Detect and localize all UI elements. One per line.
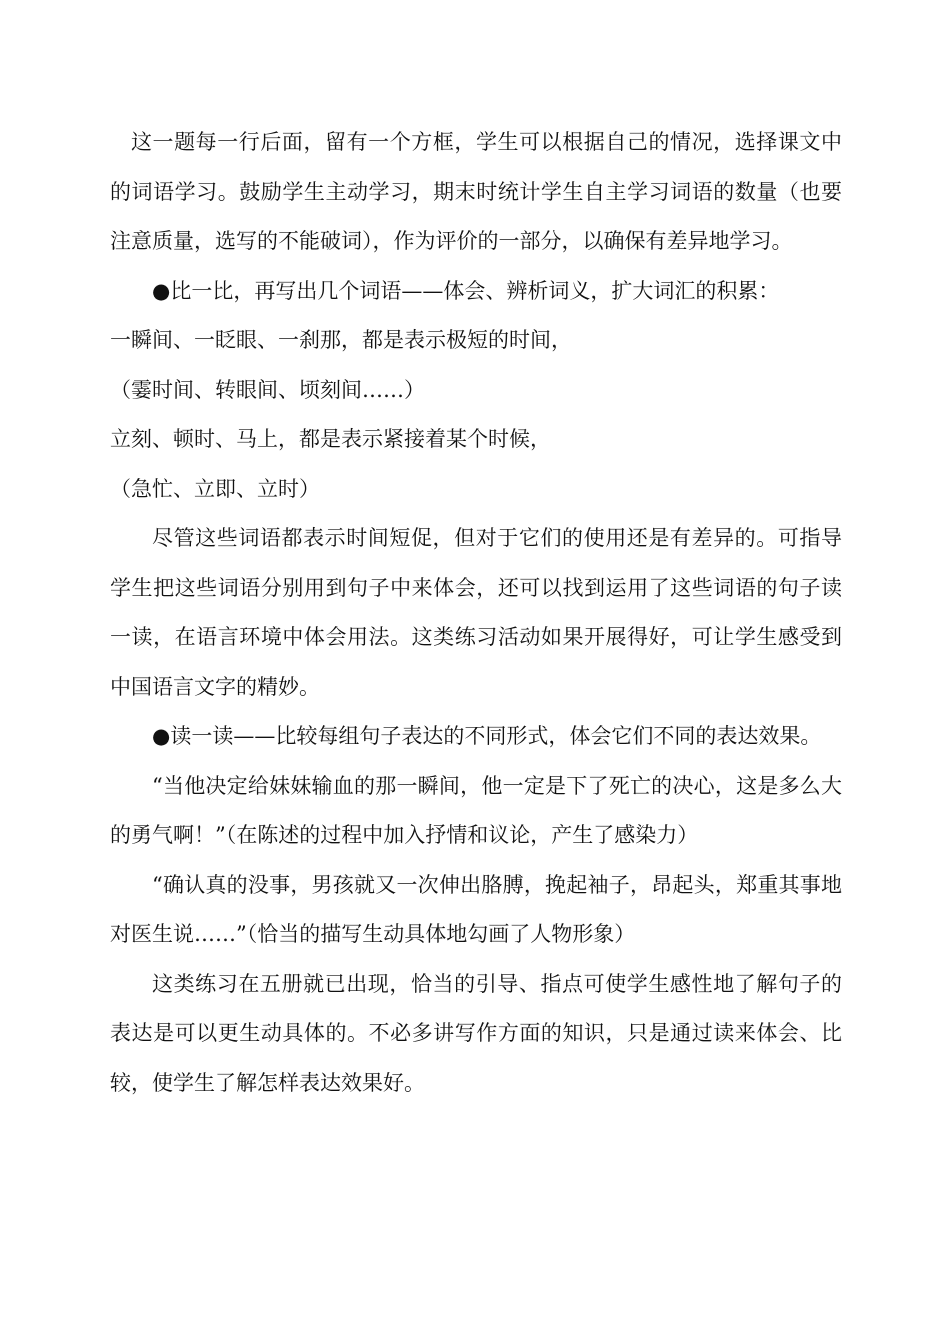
paragraph-read-heading: ●读一读——比较每组句子表达的不同形式，体会它们不同的表达效果。: [152, 724, 822, 748]
paragraph-quote-one: “当他决定给妹妹输血的那一瞬间，他一定是下了死亡的决心，这是多么大的勇气啊！”（在陈述的过程中加入抒情和议论，产生了感染力）: [110, 773, 842, 847]
paragraph-quote-two: “确认真的没事，男孩就又一次伸出胳膊，挽起袖子，昂起头，郑重其事地对医生说……”（恰当的描写生动具体地勾画了人物形象）: [110, 872, 842, 946]
paragraph-short-time-examples: （霎时间、转眼间、顷刻间……）: [110, 377, 425, 402]
paragraph-compare-heading: ●比一比，再写出几个词语——体会、辨析词义，扩大词汇的积累：: [152, 278, 780, 303]
paragraph-immediately-examples: （急忙、立即、立时）: [110, 476, 320, 501]
paragraph-short-time: 一瞬间、一眨眼、一刹那，都是表示极短的时间，: [110, 328, 572, 352]
paragraph-intro: 这一题每一行后面，留有一个方框，学生可以根据自己的情况，选择课文中的词语学习。鼓励学生主动学习，期末时统计学生自主学习词语的数量（也要注意质量，选写的不能破词），作为评价的一部分，以确保有差异地学习。: [110, 130, 842, 253]
paragraph-immediately: 立刻、顿时、马上，都是表示紧接着某个时候，: [110, 427, 551, 451]
paragraph-usage-difference: 尽管这些词语都表示时间短促，但对于它们的使用还是有差异的。可指导学生把这些词语分别用到句子中来体会，还可以找到运用了这些词语的句子读一读，在语言环境中体会用法。这类练习活动如果开展得好，可让学生感受到中国语言文字的精妙。: [110, 526, 842, 699]
document-body: [110, 118, 842, 1108]
paragraph-conclusion: 这类练习在五册就已出现，恰当的引导、指点可使学生感性地了解句子的表达是可以更生动具体的。不必多讲写作方面的知识，只是通过读来体会、比较，使学生了解怎样表达效果好。: [110, 971, 842, 1095]
